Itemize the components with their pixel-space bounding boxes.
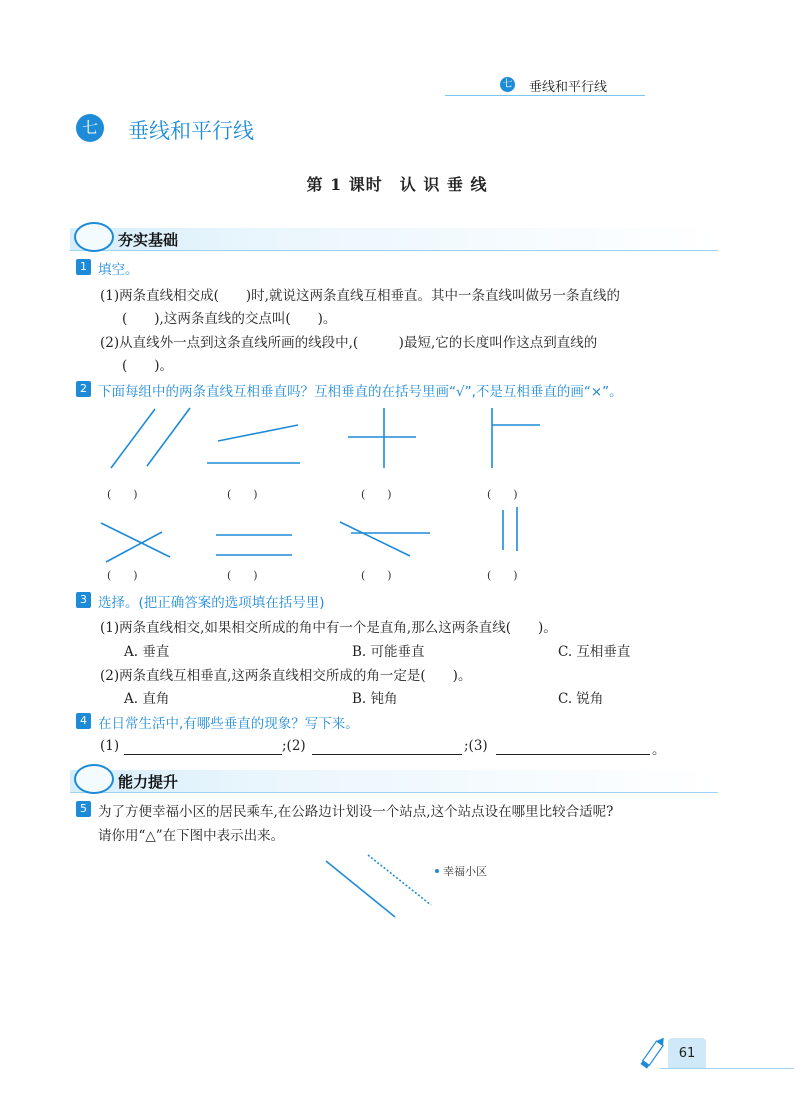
q4-label-1: (1) [100, 738, 120, 754]
question-title: 填空。 [98, 262, 139, 278]
chapter-number-badge: 七 [76, 114, 104, 142]
q1-part2-line1: (2)从直线外一点到这条直线所画的线段中,( )最短,它的长度叫作这点到直线的 [100, 335, 598, 351]
answer-paren[interactable]: ( ) [361, 488, 392, 501]
question-number: 4 [76, 713, 91, 729]
answer-paren[interactable]: ( ) [487, 569, 518, 582]
answer-paren[interactable]: ( ) [227, 569, 258, 582]
question-number: 3 [76, 592, 91, 608]
answer-paren[interactable]: ( ) [107, 569, 138, 582]
answer-paren[interactable]: ( ) [487, 488, 518, 501]
page-number: 61 [668, 1038, 706, 1068]
q1-part2-line2: ( )。 [122, 358, 174, 374]
q3-part2: (2)两条直线互相垂直,这两条直线相交所成的角一定是( )。 [100, 668, 472, 684]
question-title: 在日常生活中,有哪些垂直的现象？写下来。 [98, 716, 359, 732]
option-c: C. 锐角 [558, 691, 604, 707]
q4-label-2: ;(2) [282, 738, 306, 754]
question-title: 下面每组中的两条直线互相垂直吗？互相垂直的在括号里画“√”,不是互相垂直的画“×”。 [98, 384, 623, 400]
header-chapter-chip: 七 [500, 77, 515, 92]
q3-part1: (1)两条直线相交,如果相交所成的角中有一个是直角,那么这两条直线( )。 [100, 620, 557, 636]
option-b: B. 钝角 [352, 691, 398, 707]
answer-paren[interactable]: ( ) [107, 488, 138, 501]
q4-end: 。 [652, 742, 666, 758]
q4-label-3: ;(3) [464, 738, 488, 754]
option-a: A. 直角 [124, 691, 170, 707]
q5-line1: 为了方便幸福小区的居民乘车,在公路边计划设一个站点,这个站点设在哪里比较合适呢? [98, 804, 614, 820]
map-label-community: 幸福小区 [443, 865, 487, 878]
q1-part1-line2: ( ),这两条直线的交点叫( )。 [122, 311, 337, 327]
option-a: A. 垂直 [124, 644, 170, 660]
question-number: 1 [76, 259, 91, 275]
section-title-improve: 能力提升 [118, 773, 179, 791]
question-number: 5 [76, 801, 91, 817]
answer-paren[interactable]: ( ) [361, 569, 392, 582]
header-title: 垂线和平行线 [529, 80, 608, 95]
section-title-basics: 夯实基础 [118, 231, 179, 249]
q1-part1-line1: (1)两条直线相交成( )时,就说这两条直线互相垂直。其中一条直线叫做另一条直线的 [100, 288, 620, 304]
question-title: 选择。(把正确答案的选项填在括号里) [98, 595, 325, 611]
chapter-title: 垂线和平行线 [128, 119, 254, 143]
option-b: B. 可能垂直 [352, 644, 425, 660]
question-number: 2 [76, 381, 91, 397]
lesson-title: 第 1 课时 认 识 垂 线 [306, 175, 488, 194]
answer-paren[interactable]: ( ) [227, 488, 258, 501]
q5-line2: 请你用“△”在下图中表示出来。 [98, 828, 285, 844]
footer-rule [660, 1068, 794, 1069]
option-c: C. 互相垂直 [558, 644, 631, 660]
